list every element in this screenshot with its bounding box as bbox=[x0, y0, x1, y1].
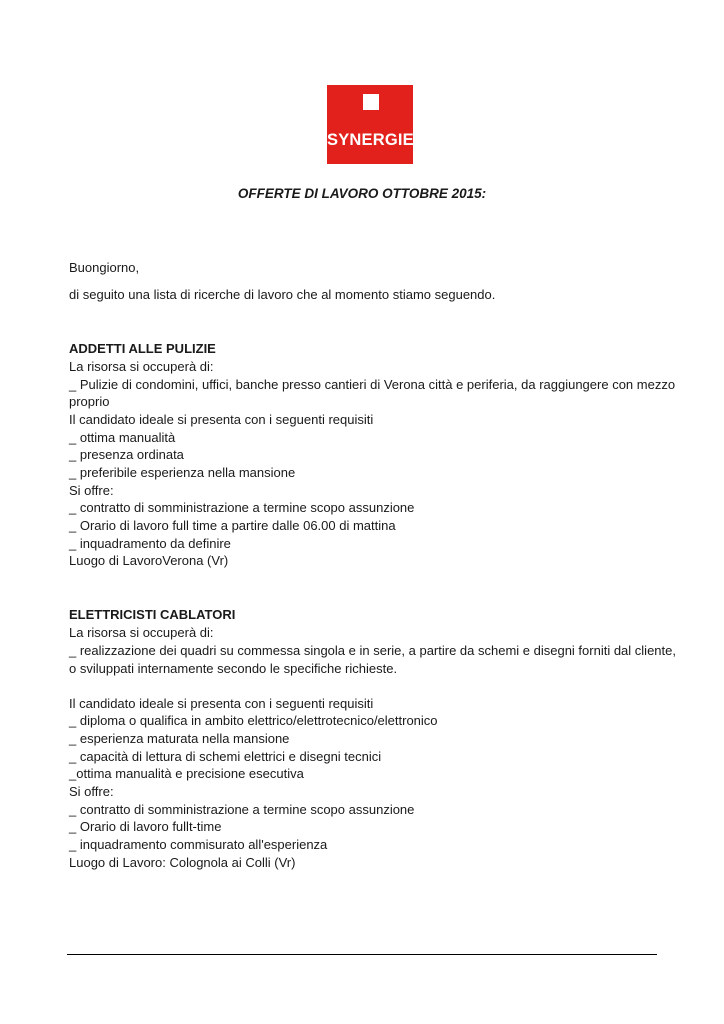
section2-line: _ realizzazione dei quadri su commessa singola e in serie, a partire da schemi e disegni forniti dal cliente, bbox=[69, 643, 676, 658]
section2-line: _ottima manualità e precisione esecutiva bbox=[69, 766, 304, 781]
logo-text: SYNERGIE bbox=[327, 131, 414, 149]
section2-line: _ Orario di lavoro fullt-time bbox=[69, 819, 222, 834]
section-heading-pulizie: ADDETTI ALLE PULIZIE bbox=[69, 341, 216, 356]
section2-line: Il candidato ideale si presenta con i seguenti requisiti bbox=[69, 696, 374, 711]
section1-line: _ inquadramento da definire bbox=[69, 536, 231, 551]
section1-line: La risorsa si occuperà di: bbox=[69, 359, 214, 374]
section1-line: _ Pulizie di condomini, uffici, banche presso cantieri di Verona città e periferia, da raggiungere con mezzo bbox=[69, 377, 676, 392]
logo-square-mark bbox=[363, 94, 379, 110]
section1-line: Luogo di LavoroVerona (Vr) bbox=[69, 553, 229, 568]
section1-line: Si offre: bbox=[69, 483, 114, 498]
section2-line: o sviluppati internamente secondo le specifiche richieste. bbox=[69, 661, 398, 676]
section1-line: _ Orario di lavoro full time a partire dalle 06.00 di mattina bbox=[69, 518, 396, 533]
section1-line: _ contratto di somministrazione a termine scopo assunzione bbox=[69, 500, 415, 515]
intro-text: di seguito una lista di ricerche di lavoro che al momento stiamo seguendo. bbox=[69, 287, 496, 302]
section1-line: proprio bbox=[69, 394, 110, 409]
section2-line: _ inquadramento commisurato all'esperienza bbox=[69, 837, 328, 852]
section2-line: _ esperienza maturata nella mansione bbox=[69, 731, 290, 746]
section1-line: _ preferibile esperienza nella mansione bbox=[69, 465, 296, 480]
section2-line: _ diploma o qualifica in ambito elettrico/elettrotecnico/elettronico bbox=[69, 713, 438, 728]
section1-line: _ presenza ordinata bbox=[69, 447, 184, 462]
section2-line: La risorsa si occuperà di: bbox=[69, 625, 214, 640]
footer-divider bbox=[67, 954, 657, 955]
greeting: Buongiorno, bbox=[69, 260, 140, 275]
section1-line: _ ottima manualità bbox=[69, 430, 176, 445]
section2-line: _ capacità di lettura di schemi elettrici e disegni tecnici bbox=[69, 749, 382, 764]
section2-line: _ contratto di somministrazione a termine scopo assunzione bbox=[69, 802, 415, 817]
synergie-logo bbox=[327, 85, 413, 164]
section2-line: Si offre: bbox=[69, 784, 114, 799]
section-heading-elettricisti: ELETTRICISTI CABLATORI bbox=[69, 607, 236, 622]
page-title: OFFERTE DI LAVORO OTTOBRE 2015: bbox=[237, 186, 487, 201]
section2-line: Luogo di Lavoro: Colognola ai Colli (Vr) bbox=[69, 855, 296, 870]
section1-line: Il candidato ideale si presenta con i seguenti requisiti bbox=[69, 412, 374, 427]
